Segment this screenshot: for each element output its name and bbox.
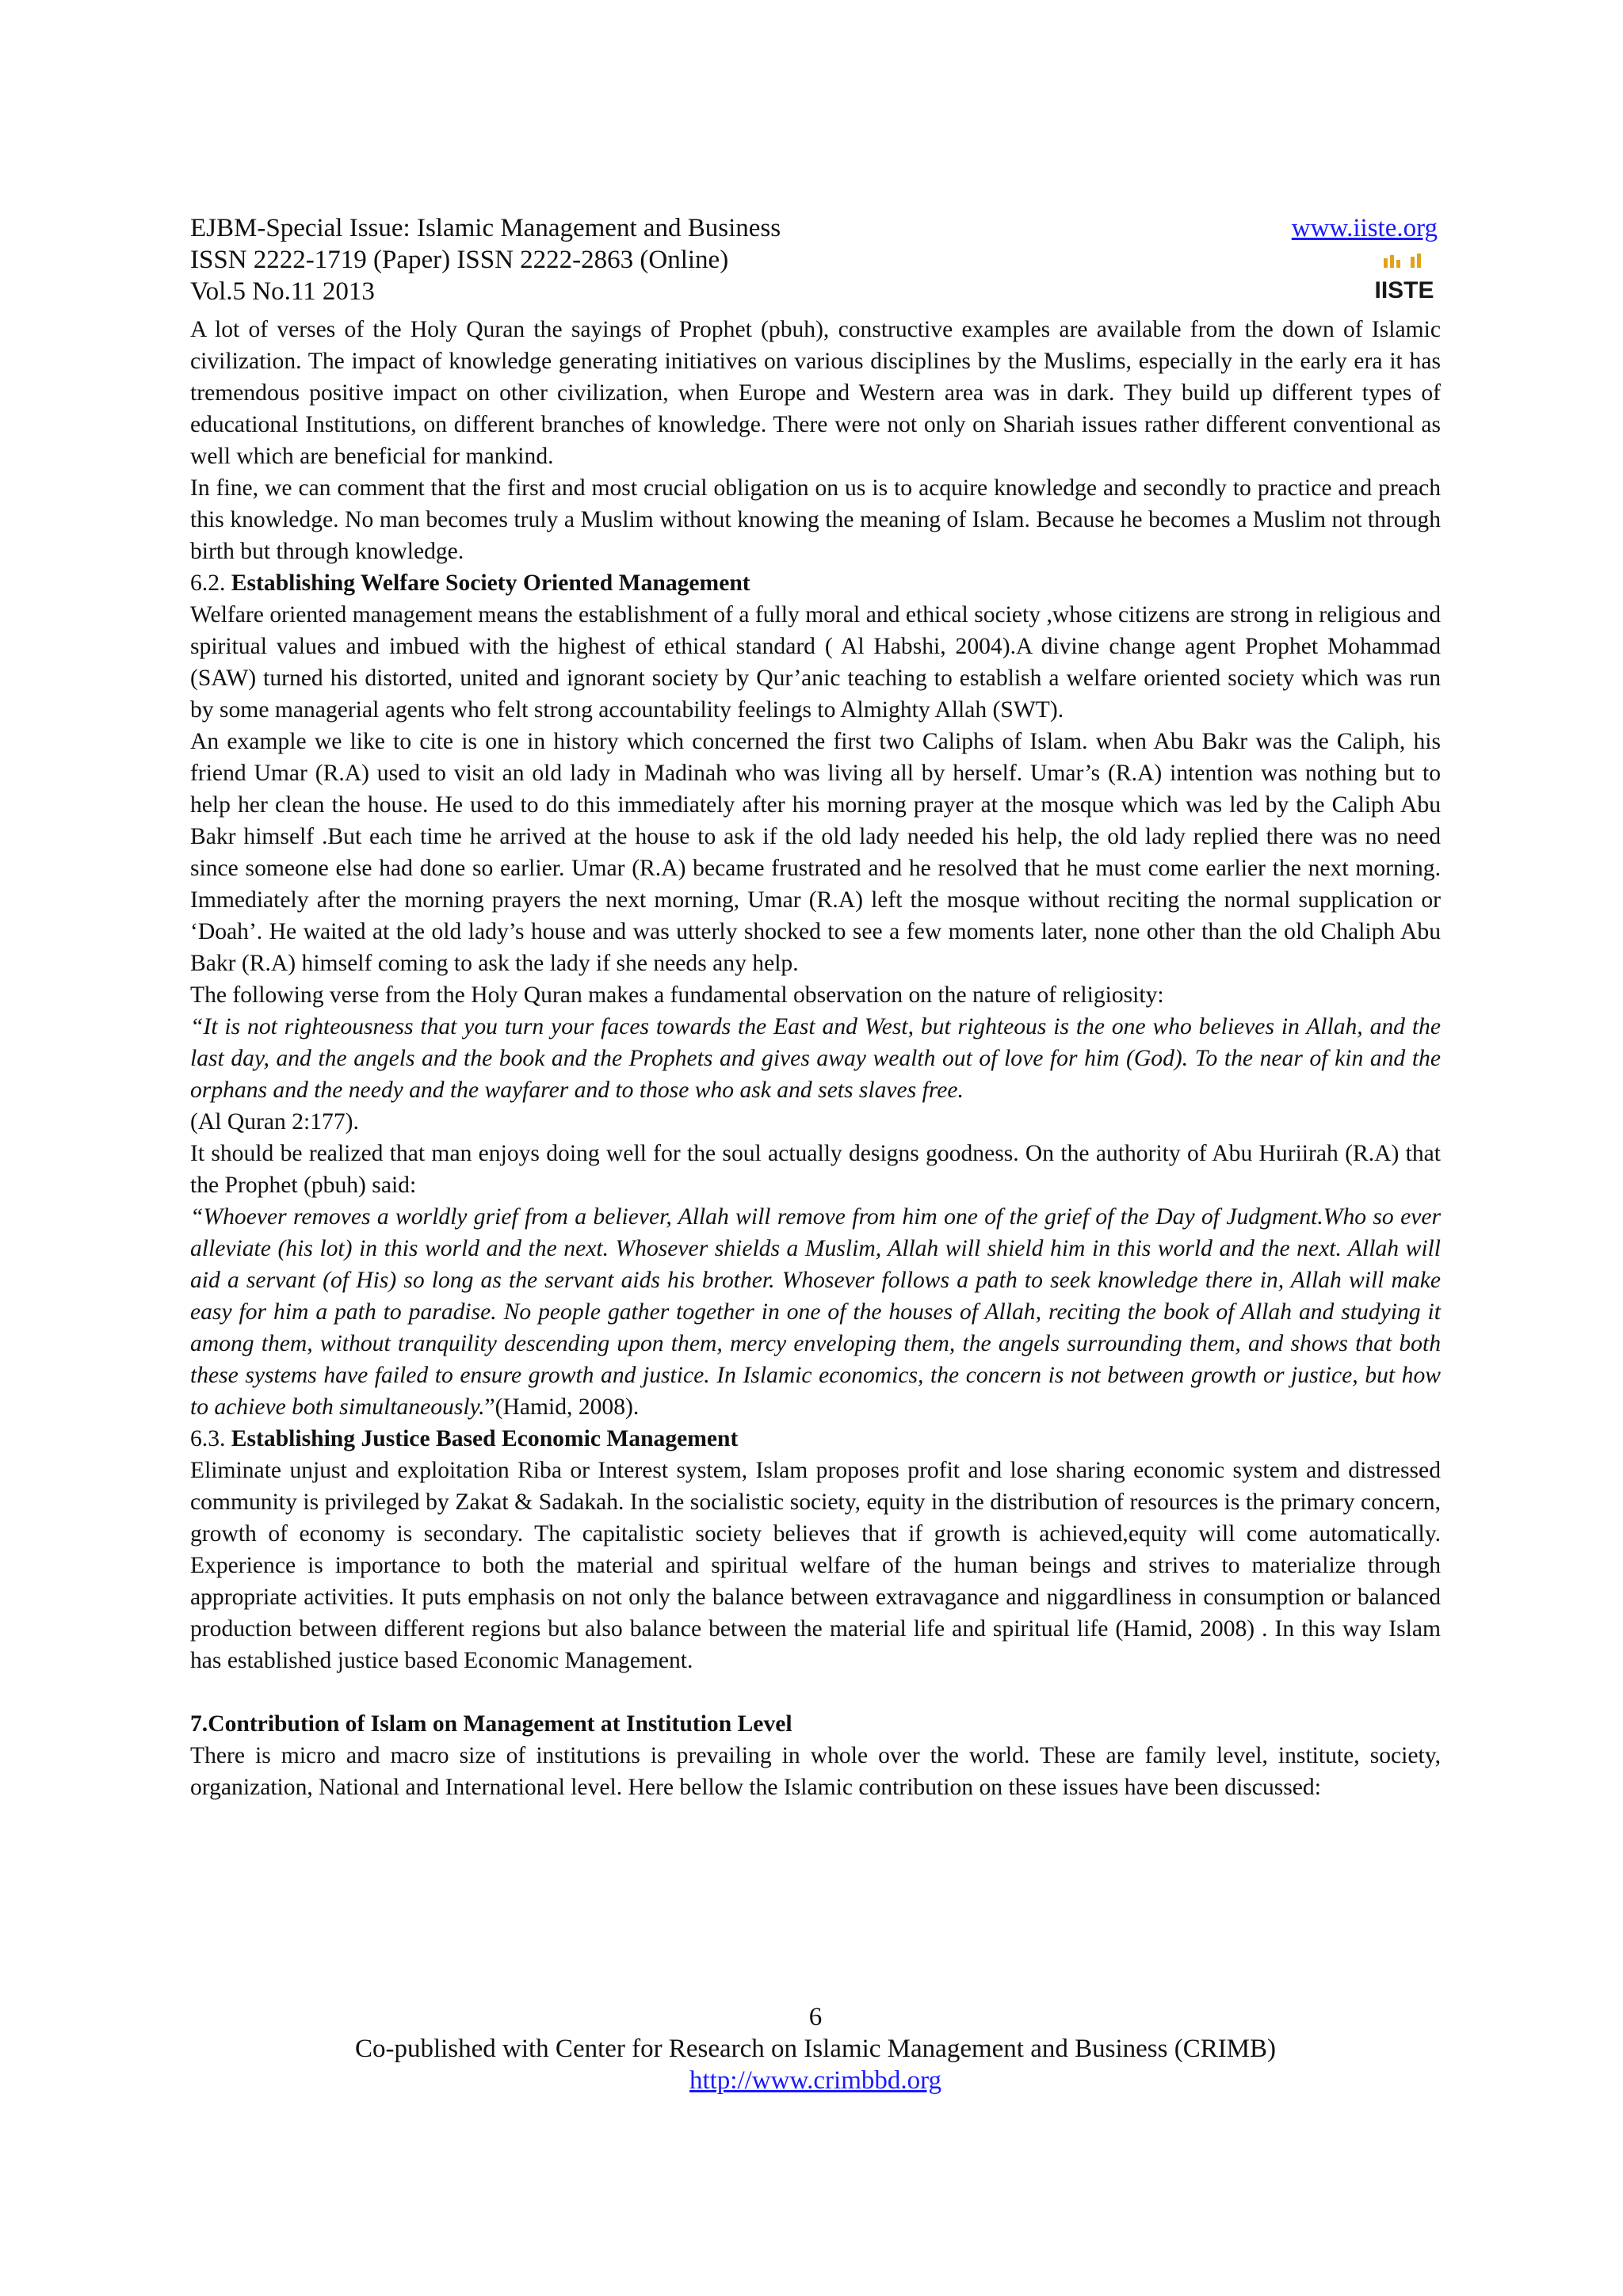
- volume-line: Vol.5 No.11 2013: [190, 277, 375, 306]
- journal-header: [190, 212, 1441, 314]
- logo-wordmark: IISTE: [1374, 277, 1434, 303]
- paragraph-justice-economics: Eliminate unjust and exploitation Riba or Interest system, Islam proposes profit and lose sharing economic system and distressed community is privileged by Zakat & Sadakah. In the socialistic society, equity in the distribution of resources is the primary concern, growth of economy is secondary. The capitalistic society believes that if growth is achieved,equity will come automatically. Experience is importance to both the material and spiritual welfare of the human beings and strives to materialize through appropriate activities. It puts emphasis on not only the balance between extravagance and niggardliness in consumption or balanced production between different regions but also balance between the material life and spiritual life (Hamid, 2008) . In this way Islam has established justice based Economic Management.: [190, 1458, 1441, 1673]
- page-number: 6: [808, 2003, 823, 2031]
- section-number: 6.2.: [190, 570, 231, 596]
- paragraph-hadith-intro: It should be realized that man enjoys doing well for the soul actually designs goodness. On the authority of Abu Huriirah (R.A) that the Prophet (pbuh) said:: [190, 1141, 1441, 1198]
- section-title: Establishing Welfare Society Oriented Management: [231, 570, 750, 596]
- quote-citation: ”(Hamid, 2008).: [484, 1394, 640, 1420]
- quote-text: “Whoever removes a worldly grief from a believer, Allah will remove from him one of the grief of the Day of Judgment.Who so ever alleviate (his lot) in this world and the next. Whosever shields a Muslim, Allah will shield him in this world and the next. Allah will aid a servant (of His) so long as the servant aids his brother. Whosever follows a path to seek knowledge there in, Allah will make easy for him a path to paradise. No people gather together in one of the houses of Allah, reciting the book of Allah and studying it among them, without tranquility descending upon them, mercy enveloping them, the angels surrounding them, and shows that both these systems have failed to ensure growth and justice. In Islamic economics, the concern is not between growth or justice, but how to achieve both simultaneously.: [190, 1204, 1441, 1420]
- paragraph-caliphs-example: An example we like to cite is one in history which concerned the first two Caliphs of Islam. when Abu Bakr was the Caliph, his friend Umar (R.A) used to visit an old lady in Madinah who was living all by herself. Umar’s (R.A) intention was nothing but to help her clean the house. He used to do this immediately after his morning prayer at the mosque which was led by the Caliph Abu Bakr himself .But each time he arrived at the house to ask if the old lady needed his help, the old lady replied there was no need since someone else had done so earlier. Umar (R.A) became frustrated and he resolved that he must come earlier the next morning. Immediately after the morning prayers the next morning, Umar (R.A) left the mosque without reciting the normal supplication or ‘Doah’. He waited at the old lady’s house and was utterly shocked to see a few moments later, none other than the old Chaliph Abu Bakr (R.A) himself coming to ask the lady if she needs any help.: [190, 729, 1441, 976]
- issn-line: ISSN 2222-1719 (Paper) ISSN 2222-2863 (Online): [190, 246, 729, 274]
- iiste-logo-icon: [1374, 252, 1434, 307]
- body-text: [190, 314, 1441, 1803]
- quote-citation: (Al Quran 2:177).: [190, 1109, 359, 1135]
- paragraph-verse-intro: The following verse from the Holy Quran makes a fundamental observation on the nature of religiosity:: [190, 982, 1164, 1008]
- paragraph-in-fine: In fine, we can comment that the first and most crucial obligation on us is to acquire knowledge and secondly to practice and preach this knowledge. No man becomes truly a Muslim without knowing the meaning of Islam. Because he becomes a Muslim not through birth but through knowledge.: [190, 475, 1441, 564]
- copublished-line: Co-published with Center for Research on Islamic Management and Business (CRIMB): [354, 2035, 1277, 2063]
- blank-line: [190, 1676, 1441, 1708]
- crimb-website-link[interactable]: http://www.crimbbd.org: [689, 2066, 942, 2095]
- hadith-quote: [190, 1201, 1441, 1423]
- paragraph-knowledge-verses: A lot of verses of the Holy Quran the sayings of Prophet (pbuh), constructive examples are available from the down of Islamic civilization. The impact of knowledge generating initiatives on various disciplines by the Muslims, especially in the early era it has tremendous positive impact on other civilization, when Europe and Western area was in dark. They build up different types of educational Institutions, on different branches of knowledge. There were not only on Shariah issues rather different conventional as well which are beneficial for mankind.: [190, 317, 1441, 469]
- section-heading-7: [190, 1708, 1441, 1740]
- section-title: Establishing Justice Based Economic Management: [231, 1426, 739, 1451]
- paragraph-institution-levels: There is micro and macro size of institutions is prevailing in whole over the world. These are family level, institute, society, organization, National and International level. Here bellow the Islamic contribution on these issues have been discussed:: [190, 1743, 1441, 1800]
- page-footer: [190, 2001, 1441, 2096]
- quote-text: “It is not righteousness that you turn your faces towards the East and West, but righteous is the one who believes in Allah, and the last day, and the angels and the book and the Prophets and gives away wealth out of love for him (God). To the near of kin and the orphans and the needy and the wayfarer and to those who ask and sets slaves free.: [190, 1014, 1441, 1103]
- section-title: 7.Contribution of Islam on Management at Institution Level: [190, 1711, 792, 1737]
- section-heading-6-3: [190, 1423, 1441, 1455]
- section-heading-6-2: [190, 567, 1441, 599]
- paragraph-welfare-definition: Welfare oriented management means the establishment of a fully moral and ethical society ,whose citizens are strong in religious and spiritual values and imbued with the highest of ethical standard ( Al Habshi, 2004).A divine change agent Prophet Mohammad (SAW) turned his distorted, united and ignorant society by Qur’anic teaching to establish a welfare oriented society which was run by some managerial agents who felt strong accountability feelings to Almighty Allah (SWT).: [190, 602, 1441, 723]
- section-number: 6.3.: [190, 1426, 231, 1451]
- journal-title: EJBM-Special Issue: Islamic Management and Business: [190, 214, 781, 242]
- document-page: [190, 212, 1441, 1803]
- journal-website-link[interactable]: www.iiste.org: [1291, 214, 1438, 242]
- quran-quote: [190, 1011, 1441, 1138]
